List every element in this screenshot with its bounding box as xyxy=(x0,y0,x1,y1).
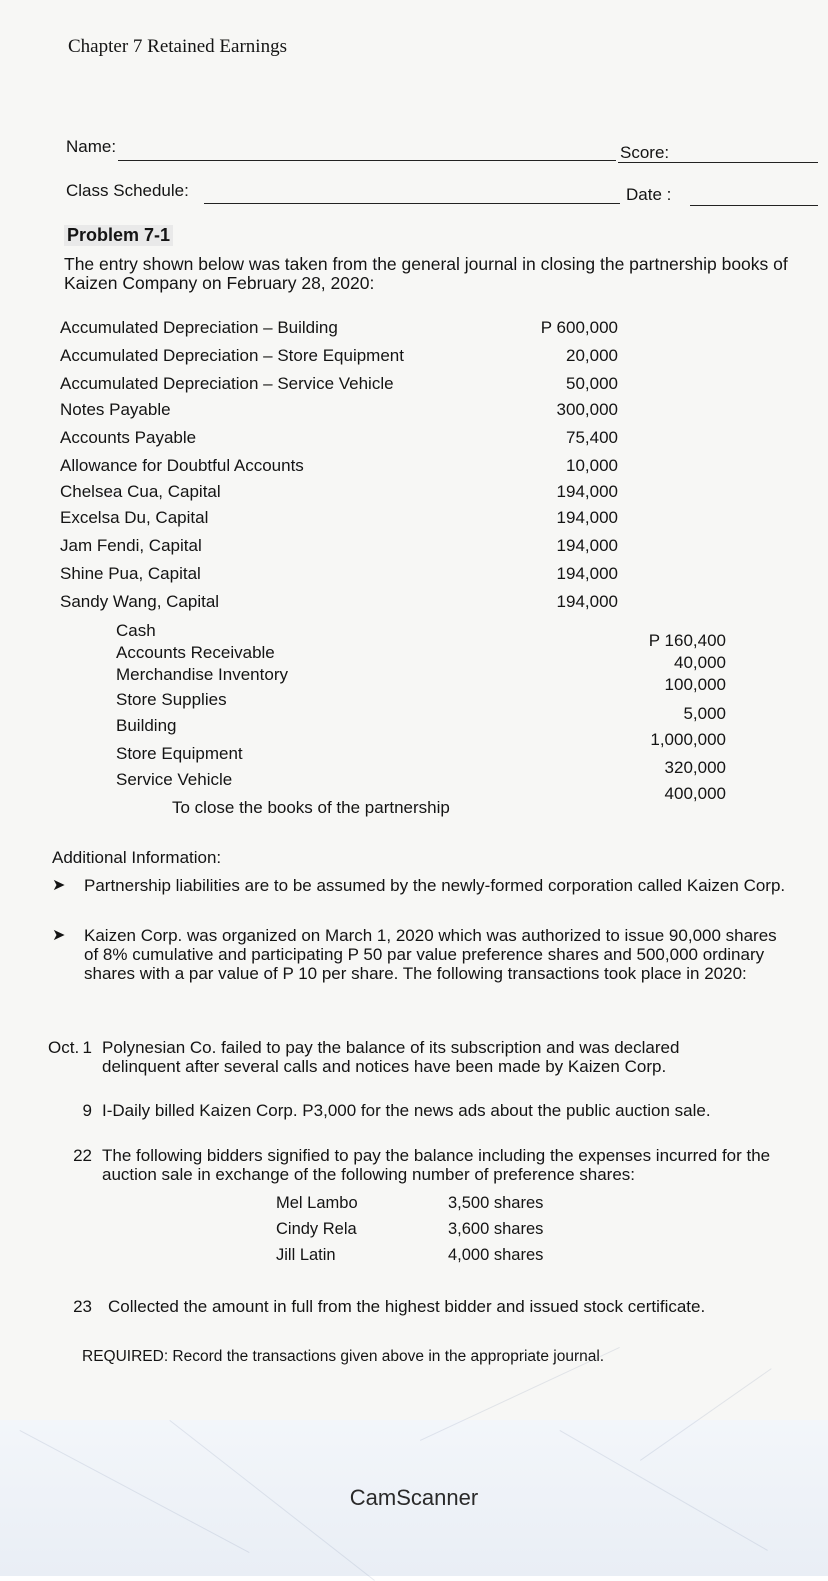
bidder-shares: 3,600 shares xyxy=(448,1220,544,1238)
name-label: Name: xyxy=(66,137,117,156)
journal-row xyxy=(0,428,828,450)
bidder-shares: 4,000 shares xyxy=(448,1246,544,1264)
journal-row xyxy=(0,665,828,694)
credit-amount: 5,000 xyxy=(683,704,726,723)
debit-account: Chelsea Cua, Capital xyxy=(60,482,221,501)
transaction-entry xyxy=(48,1146,788,1186)
debit-amount: 75,400 xyxy=(566,428,618,447)
bidder-shares: 3,500 shares xyxy=(448,1194,544,1212)
journal-row xyxy=(0,744,828,777)
bidder-name: Jill Latin xyxy=(276,1246,336,1264)
credit-account: Cash xyxy=(116,621,156,640)
credit-amount: 1,000,000 xyxy=(650,730,726,749)
journal-memo: To close the books of the partnership xyxy=(172,798,450,817)
transaction-entry xyxy=(48,1038,788,1078)
arrow-bullet-icon: ➤ xyxy=(52,927,66,944)
credit-account: Accounts Receivable xyxy=(116,643,275,662)
debit-amount: 194,000 xyxy=(556,564,618,583)
credit-amount: 40,000 xyxy=(674,653,726,672)
debit-amount: 194,000 xyxy=(556,536,618,555)
transaction-text: Collected the amount in full from the highest bidder and issued stock certificate. xyxy=(108,1297,706,1316)
credit-account: Service Vehicle xyxy=(116,770,233,789)
class-schedule-label: Class Schedule: xyxy=(66,181,189,200)
transaction-day: 1 xyxy=(82,1038,92,1057)
debit-account: Accumulated Depreciation – Building xyxy=(60,318,338,337)
debit-account: Accumulated Depreciation – Service Vehicle xyxy=(60,374,394,393)
journal-row xyxy=(0,690,828,723)
problem-title: Problem 7-1 xyxy=(64,225,173,246)
info-bullet-text: Kaizen Corp. was organized on March 1, 2020 which was authorized to issue 90,000 shares of 8% cumulative and participating P 50 par value preference shares and 500,000 ordinary shares with a par value of P 10 per share. The following transactions took place in 2020: xyxy=(84,926,777,983)
journal-row xyxy=(0,374,828,396)
chapter-title: Chapter 7 Retained Earnings xyxy=(68,36,287,57)
journal-row xyxy=(0,400,828,422)
debit-account: Accounts Payable xyxy=(60,428,197,447)
debit-amount: 20,000 xyxy=(566,346,618,365)
transaction-month: Oct. xyxy=(48,1038,80,1057)
credit-amount: P 160,400 xyxy=(648,631,726,650)
transaction-day: 23 xyxy=(73,1297,92,1316)
bidder-name: Mel Lambo xyxy=(276,1194,358,1212)
credit-account: Store Supplies xyxy=(116,690,227,709)
journal-row xyxy=(0,592,828,614)
journal-row xyxy=(0,621,828,650)
journal-row xyxy=(0,770,828,803)
credit-account: Merchandise Inventory xyxy=(116,665,288,684)
transaction-text: The following bidders signified to pay the balance including the expenses incurred for the auction sale in exchange of the following number of preference shares: xyxy=(102,1146,771,1184)
debit-amount: 300,000 xyxy=(556,400,618,419)
credit-account: Building xyxy=(116,716,177,735)
problem-intro: The entry shown below was taken from the general journal in closing the partnership books of Kaizen Company on February 28, 2020: xyxy=(64,254,788,293)
journal-row xyxy=(0,564,828,586)
debit-amount: 194,000 xyxy=(556,482,618,501)
journal-row xyxy=(0,482,828,504)
debit-amount: 10,000 xyxy=(566,456,618,475)
journal-row xyxy=(0,346,828,368)
date-blank-line xyxy=(690,205,818,206)
debit-amount: 194,000 xyxy=(556,508,618,527)
credit-amount: 400,000 xyxy=(664,784,726,803)
transaction-day: 9 xyxy=(82,1101,92,1120)
journal-row xyxy=(0,318,828,340)
additional-info-title: Additional Information: xyxy=(52,848,222,867)
debit-account: Allowance for Doubtful Accounts xyxy=(60,456,304,475)
journal-row xyxy=(0,536,828,558)
transaction-entry xyxy=(48,1101,788,1123)
score-blank-line xyxy=(618,162,818,163)
score-label: Score: xyxy=(620,143,670,162)
class-schedule-blank-line xyxy=(204,203,620,204)
debit-amount: 50,000 xyxy=(566,374,618,393)
arrow-bullet-icon: ➤ xyxy=(52,877,66,894)
transaction-entry xyxy=(48,1297,788,1319)
journal-row xyxy=(0,643,828,672)
info-bullet-text: Partnership liabilities are to be assumed by the newly-formed corporation called Kaizen Corp. xyxy=(84,876,786,895)
debit-account: Shine Pua, Capital xyxy=(60,564,201,583)
journal-row xyxy=(0,716,828,749)
date-label: Date : xyxy=(626,185,672,204)
debit-account: Excelsa Du, Capital xyxy=(60,508,209,527)
credit-amount: 100,000 xyxy=(664,675,726,694)
info-bullet xyxy=(52,876,792,916)
info-bullet xyxy=(52,926,792,1006)
debit-account: Sandy Wang, Capital xyxy=(60,592,220,611)
transaction-day: 22 xyxy=(73,1146,92,1165)
debit-amount: P 600,000 xyxy=(540,318,618,337)
debit-amount: 194,000 xyxy=(556,592,618,611)
journal-row xyxy=(0,456,828,478)
bidder-name: Cindy Rela xyxy=(276,1220,357,1238)
camscanner-watermark: CamScanner xyxy=(349,1485,479,1510)
debit-account: Accumulated Depreciation – Store Equipment xyxy=(60,346,404,365)
transaction-text: Polynesian Co. failed to pay the balance of its subscription and was declared delinquent after several calls and notices have been made by Kaizen Corp. xyxy=(102,1038,680,1076)
required-instruction: REQUIRED: Record the transactions given above in the appropriate journal. xyxy=(82,1348,605,1365)
credit-amount: 320,000 xyxy=(664,758,726,777)
transaction-text: I-Daily billed Kaizen Corp. P3,000 for the news ads about the public auction sale. xyxy=(102,1101,711,1120)
credit-account: Store Equipment xyxy=(116,744,243,763)
name-blank-line xyxy=(118,160,616,161)
debit-account: Notes Payable xyxy=(60,400,171,419)
debit-account: Jam Fendi, Capital xyxy=(60,536,202,555)
journal-row xyxy=(0,508,828,530)
journal-row xyxy=(0,798,828,820)
